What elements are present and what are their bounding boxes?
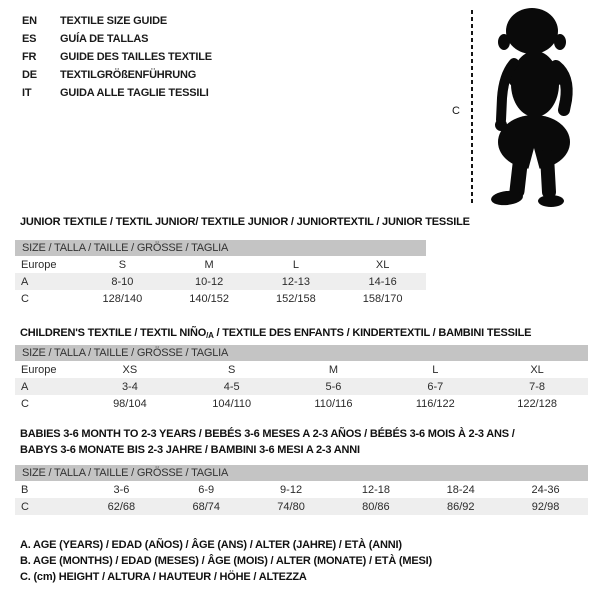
age-cell: 5-6	[325, 380, 342, 393]
size-header-bar: SIZE / TALLA / TAILLE / GRÖSSE / TAGLIA	[15, 345, 588, 361]
table-row-europe	[15, 361, 588, 378]
size-cell: L	[432, 363, 439, 376]
language-row-de	[22, 66, 212, 84]
age-cell: 3-6	[113, 483, 130, 496]
language-row-it	[22, 84, 212, 102]
footnote-age-months: B. AGE (MONTHS) / EDAD (MESES) / ÂGE (MOIS) / ALTER (MONATE) / ETÀ (MESI)	[20, 555, 432, 567]
footnote-height-cm: C. (cm) HEIGHT / ALTURA / HAUTEUR / HÖHE / ALTEZZA	[20, 571, 307, 583]
row-label: C	[21, 500, 29, 513]
junior-section-title: JUNIOR TEXTILE / TEXTIL JUNIOR/ TEXTILE JUNIOR / JUNIORTEXTIL / JUNIOR TESSILE	[20, 216, 470, 228]
table-row-height	[15, 395, 588, 412]
age-cell: 14-16	[368, 275, 397, 288]
language-row-fr	[22, 48, 212, 66]
baby-silhouette-image	[482, 8, 582, 210]
language-title-list	[22, 12, 212, 102]
language-title: GUÍA DE TALLAS	[60, 33, 149, 45]
table-row-age	[15, 378, 588, 395]
baby-head	[506, 8, 558, 54]
size-cell: XS	[122, 363, 138, 376]
legend-footnotes	[20, 537, 432, 585]
height-cell: 122/128	[517, 397, 557, 410]
height-cell: 128/140	[102, 292, 143, 305]
language-code: EN	[22, 15, 37, 27]
language-title: GUIDE DES TAILLES TEXTILE	[60, 51, 212, 63]
age-cell: 24-36	[531, 483, 560, 496]
height-measure-label: C	[452, 105, 460, 117]
age-cell: 12-18	[361, 483, 390, 496]
children-section-title	[20, 325, 531, 344]
row-label: C	[21, 292, 29, 305]
babies-title-line2: BABYS 3-6 MONATE BIS 2-3 JAHRE / BAMBINI 3-6 MESI A 2-3 ANNI	[20, 444, 360, 456]
row-label: C	[21, 397, 29, 410]
age-cell: 10-12	[195, 275, 224, 288]
children-title-pre: CHILDREN'S TEXTILE / TEXTIL NIÑO	[20, 327, 207, 339]
height-cell: 104/110	[212, 397, 252, 410]
language-title: GUIDA ALLE TAGLIE TESSILI	[60, 87, 209, 99]
children-title-sub: /A	[206, 331, 214, 340]
language-code: FR	[22, 51, 37, 63]
table-row-height	[15, 290, 426, 307]
language-title: TEXTILE SIZE GUIDE	[60, 15, 168, 27]
height-cell: 68/74	[192, 500, 220, 513]
age-cell: 8-10	[111, 275, 134, 288]
baby-foot-right	[538, 195, 564, 207]
row-label: B	[21, 483, 29, 496]
table-row-age	[15, 273, 426, 290]
row-label: A	[21, 380, 29, 393]
babies-size-table	[15, 465, 588, 515]
babies-title-line1: BABIES 3-6 MONTH TO 2-3 YEARS / BEBÉS 3-6 MESES A 2-3 AÑOS / BÉBÉS 3-6 MOIS À 2-3 ANS /	[20, 428, 515, 440]
size-cell: S	[228, 363, 236, 376]
children-size-table	[15, 345, 588, 412]
row-label: A	[21, 275, 29, 288]
height-cell: 62/68	[107, 500, 136, 513]
baby-ear-right	[554, 34, 566, 50]
table-row-height	[15, 498, 588, 515]
height-cell: 152/158	[275, 292, 316, 305]
footnote-age-years: A. AGE (YEARS) / EDAD (AÑOS) / ÂGE (ANS) / ALTER (JAHRE) / ETÀ (ANNI)	[20, 539, 402, 551]
junior-size-table	[15, 240, 426, 307]
height-cell: 86/92	[446, 500, 475, 513]
age-cell: 9-12	[280, 483, 303, 496]
baby-hand-left	[495, 119, 507, 131]
size-cell: M	[328, 363, 339, 376]
table-row-age-months	[15, 481, 588, 498]
table-row-europe	[15, 256, 426, 273]
baby-ear-left	[498, 34, 510, 50]
size-cell: M	[204, 258, 214, 271]
age-cell: 6-7	[427, 380, 444, 393]
height-cell: 74/80	[277, 500, 305, 513]
size-header-bar: SIZE / TALLA / TAILLE / GRÖSSE / TAGLIA	[15, 240, 426, 256]
height-cell: 116/122	[415, 397, 455, 410]
size-header-bar: SIZE / TALLA / TAILLE / GRÖSSE / TAGLIA	[15, 465, 588, 481]
children-title-post: / TEXTILE DES ENFANTS / KINDERTEXTIL / BAMBINI TESSILE	[213, 327, 532, 339]
language-title: TEXTILGRÖßENFÜHRUNG	[60, 69, 197, 81]
language-code: IT	[22, 87, 32, 99]
height-cell: 158/170	[362, 292, 403, 305]
language-row-en	[22, 12, 212, 30]
age-cell: 18-24	[446, 483, 475, 496]
age-cell: 6-9	[198, 483, 215, 496]
babies-section-title	[20, 426, 515, 458]
age-cell: 12-13	[281, 275, 310, 288]
size-cell: L	[292, 258, 299, 271]
row-label: Europe	[21, 258, 57, 271]
size-cell: S	[118, 258, 127, 271]
height-cell: 110/116	[314, 397, 353, 410]
language-code: ES	[22, 33, 37, 45]
language-code: DE	[22, 69, 37, 81]
height-cell: 98/104	[113, 397, 147, 410]
age-cell: 7-8	[529, 380, 546, 393]
row-label: Europe	[21, 363, 57, 376]
baby-leg-right	[547, 156, 549, 192]
language-row-es	[22, 30, 212, 48]
size-cell: XL	[530, 363, 544, 376]
height-measure-dashed-line	[471, 10, 473, 206]
baby-leg-left	[517, 156, 521, 191]
age-cell: 4-5	[223, 380, 240, 393]
height-cell: 80/86	[362, 500, 390, 513]
size-cell: XL	[375, 258, 390, 271]
age-cell: 3-4	[121, 380, 138, 393]
height-cell: 92/98	[531, 500, 560, 513]
height-cell: 140/152	[189, 292, 229, 305]
